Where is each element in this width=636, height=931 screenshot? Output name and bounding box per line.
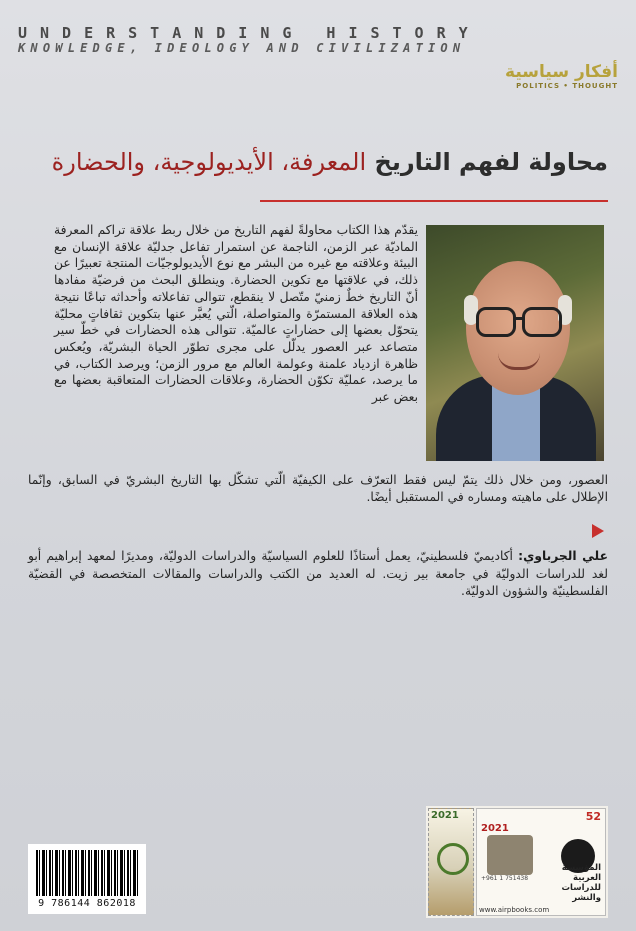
wreath-icon	[437, 843, 469, 875]
award-year: 2021	[431, 810, 459, 821]
isbn-number: 9 786144 862018	[38, 898, 136, 909]
title-divider	[260, 200, 608, 202]
publisher-phone: +961 1 751438	[481, 875, 529, 882]
publisher-website: www.airpbooks.com	[479, 906, 550, 914]
book-title	[52, 148, 608, 176]
series-line-1: UNDERSTANDING HISTORY	[18, 24, 481, 42]
series-logo-en: POLITICS • THOUGHT	[516, 82, 618, 90]
blurb-paragraph-bottom: العصور، ومن خلال ذلك يتمّ ليس فقط التعرّف على الكيفيّة الّتي تشكّل بها التاريخ البشريّ في السابق، وإنّما الإطلال على ماهيته ومساره في المستقبل أيضًا.	[28, 473, 608, 504]
award-stamp	[428, 808, 474, 916]
author-name: علي الجرباوي:	[518, 549, 608, 563]
publisher-stamps	[426, 806, 608, 918]
glasses-bridge	[514, 317, 524, 320]
series-line-2: KNOWLEDGE, IDEOLOGY AND CIVILIZATION	[18, 41, 466, 55]
publisher-name: المؤسسة العربية للدراسات والنشر	[561, 863, 601, 903]
series-title-en	[18, 26, 618, 56]
author-photo	[426, 225, 604, 461]
portrait-icon	[487, 835, 533, 875]
section-marker-icon	[592, 524, 604, 538]
blurb-paragraph-top: يقدّم هذا الكتاب محاولةً لفهم التاريخ من خلال ربط علاقة تراكم المعرفة الماديّة عبر الزمن، الناجمة عن استمرار تفاعل جدليّة علاقة الإنسان مع البيئة وعلاقته مع غيره من البشر مع نوع الأيديولوجيّات المنتجة تعبيرًا عن ذلك، في علاقتها مع تكوين الحضارة. وينطلق البحث من فرضيّة مفادها أنّ التاريخ خطٌ زمنيّ متّصل لا ينقطع، تتوالى تفاعلاته وأحداثه تباعًا نتيجة هذه العلاقة المستمرّة والمتواصلة، الّتي يُعبَّر عنها بتكوين ثقافاتٍ محليّة يتحوّل بعضها إلى حضاراتٍ عالميّة. تتوالى هذه الحضارات في خطّ سير متصاعد عبر العصور يدلّل على مجرى تطوّر الحياة البشريّة، ويُعكس ظاهرة ازدياد علمنة وعولمة العالم مع مرور الزمن؛ ويرصد الكتاب، في ما يرصد، عمليّة تكوّن الحضارة، وعلاقات الحضارات المتعاقبة بعضها مع بعض عبر	[54, 223, 418, 405]
barcode-bars	[36, 850, 138, 896]
isbn-barcode	[28, 844, 146, 914]
stamp-year: 2021	[481, 823, 509, 834]
author-bio	[28, 548, 608, 601]
title-main: محاولة لفهم التاريخ	[374, 148, 608, 176]
series-logo-ar: أفكار سياسية	[505, 62, 618, 82]
glasses-icon	[522, 307, 562, 337]
photo-shirt	[492, 385, 540, 461]
author-bio-text: أكاديميّ فلسطينيّ، يعمل أستاذًا للعلوم السياسيّة والدراسات الدوليّة، ومديرًا لمعهد إبراهيم أبو لغد للدراسات الدوليّة في جامعة بير زيت. له العديد من الكتب والدراسات والمقالات المتخصصة في القضيّة الفلسطينيّة والشؤون الدوليّة.	[28, 549, 608, 598]
stamp-number: 52	[585, 810, 601, 823]
series-logo	[505, 62, 618, 90]
title-subtitle: المعرفة، الأيديولوجية، والحضارة	[51, 148, 367, 176]
publisher-stamp	[476, 808, 606, 916]
glasses-icon	[476, 307, 516, 337]
